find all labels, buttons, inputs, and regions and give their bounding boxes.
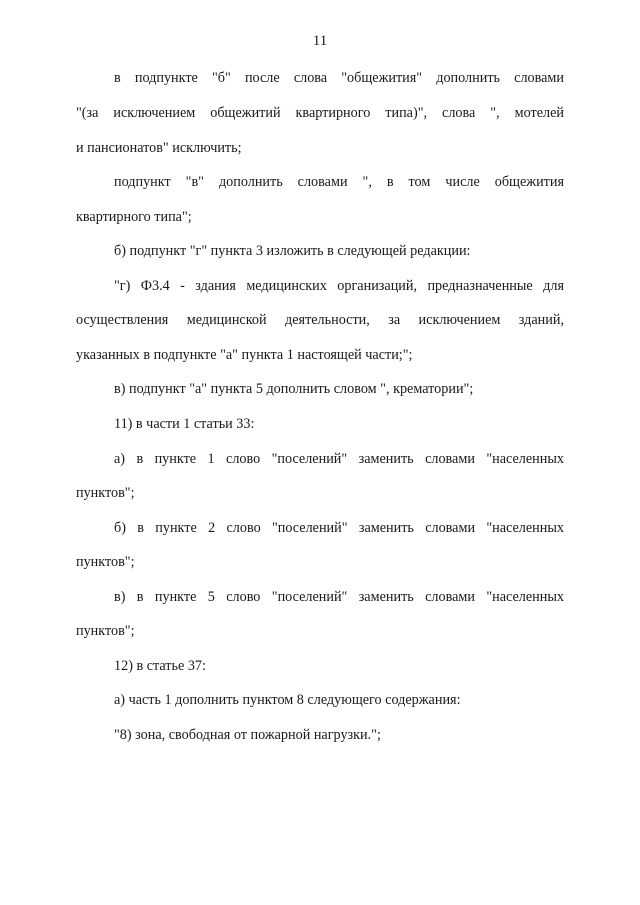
- text-line: указанных в подпункте "а" пункта 1 настоящей части;";: [76, 347, 413, 363]
- text-line: квартирного типа";: [76, 209, 192, 225]
- text-line: 12) в статье 37:: [114, 658, 206, 674]
- text-line: осуществления медицинской деятельности, за исключением зданий,: [76, 312, 564, 328]
- text-line: в) подпункт "а" пункта 5 дополнить словом ", крематории";: [114, 381, 474, 397]
- text-line: в подпункте "б" после слова "общежития" дополнить словами: [114, 70, 564, 86]
- text-line: пунктов";: [76, 623, 135, 639]
- text-line: 11) в части 1 статьи 33:: [114, 416, 255, 432]
- page-number: 11: [312, 33, 328, 49]
- text-line: "г) Ф3.4 - здания медицинских организаций, предназначенные для: [114, 278, 564, 294]
- text-line: "8) зона, свободная от пожарной нагрузки.";: [114, 727, 381, 743]
- text-line: а) в пункте 1 слово "поселений" заменить словами "населенных: [114, 451, 564, 467]
- text-line: и пансионатов" исключить;: [76, 140, 242, 156]
- text-line: пунктов";: [76, 554, 135, 570]
- text-line: б) в пункте 2 слово "поселений" заменить словами "населенных: [114, 520, 564, 536]
- text-line: подпункт "в" дополнить словами ", в том числе общежития: [114, 174, 564, 190]
- text-line: а) часть 1 дополнить пунктом 8 следующего содержания:: [114, 692, 461, 708]
- text-line: пунктов";: [76, 485, 135, 501]
- text-line: "(за исключением общежитий квартирного типа)", слова ", мотелей: [76, 105, 564, 121]
- text-line: в) в пункте 5 слово "поселений" заменить словами "населенных: [114, 589, 564, 605]
- text-line: б) подпункт "г" пункта 3 изложить в следующей редакции:: [114, 243, 471, 259]
